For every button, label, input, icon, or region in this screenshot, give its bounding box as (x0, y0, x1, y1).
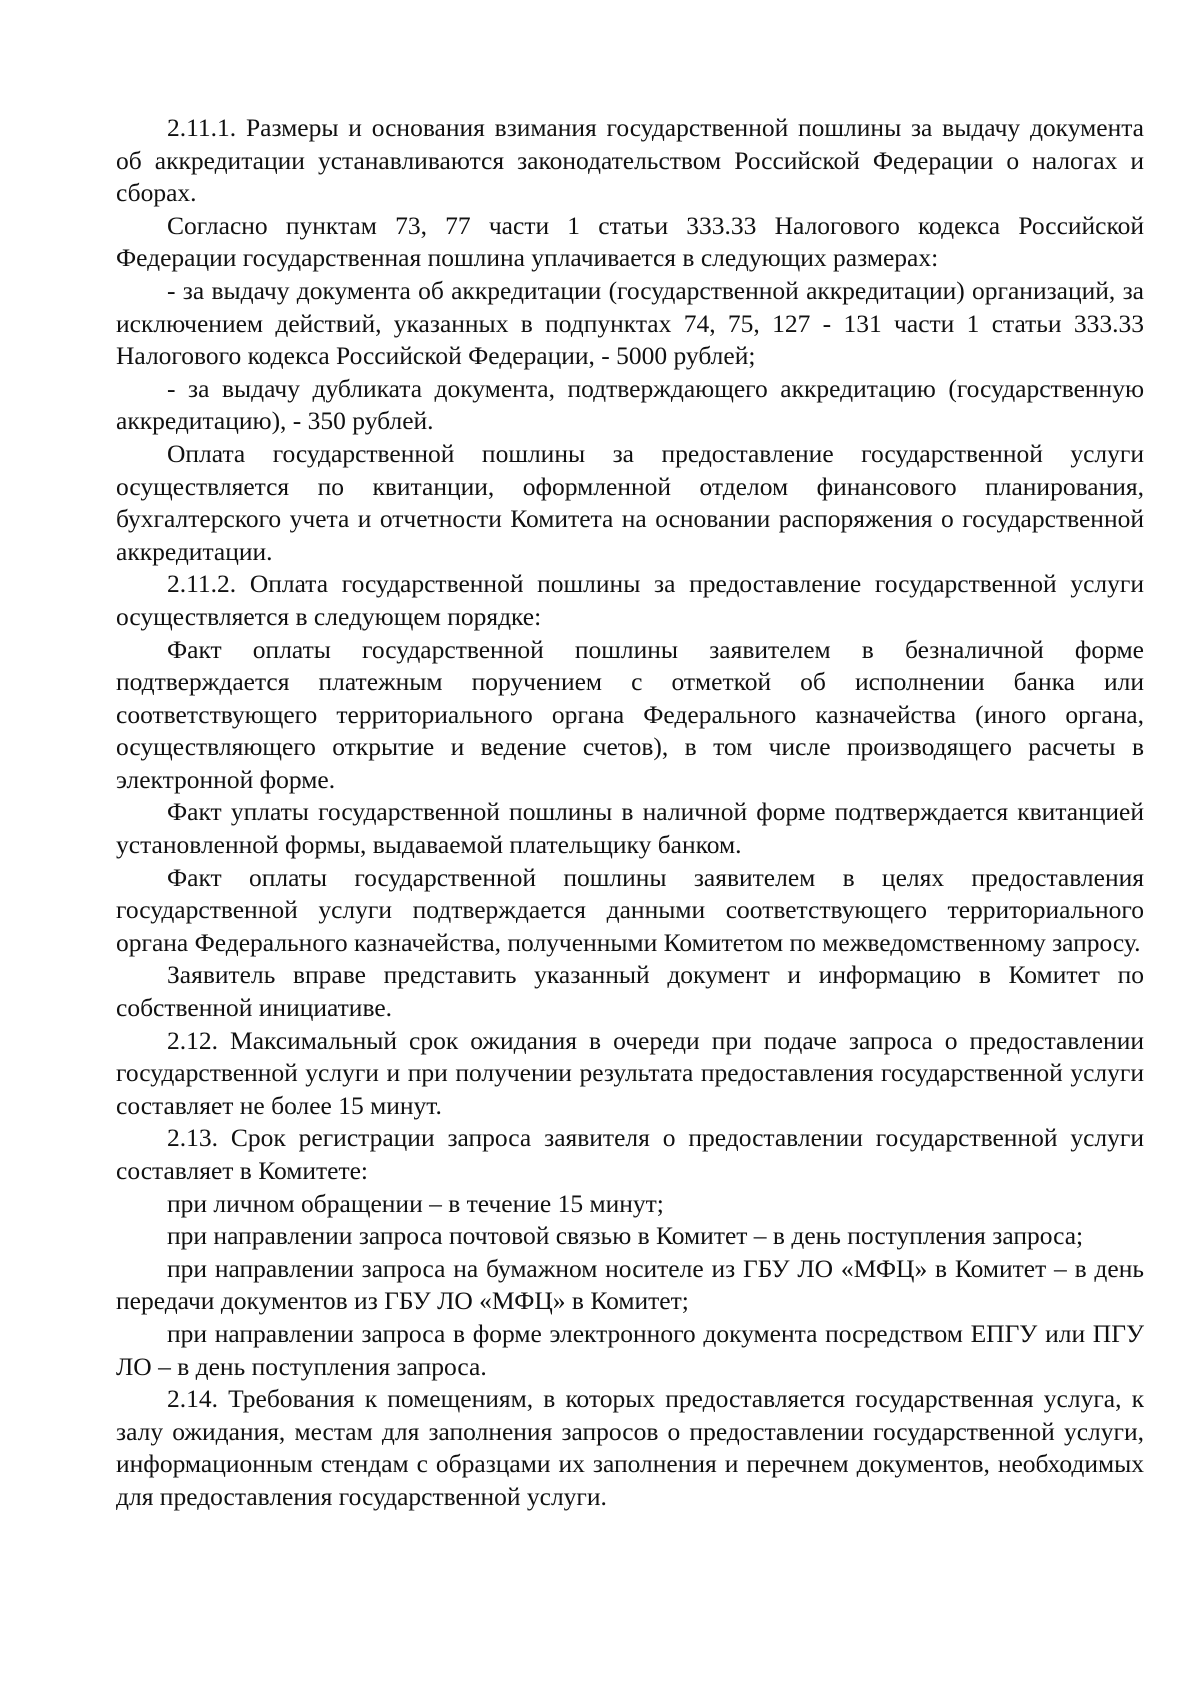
paragraph-2-13: 2.13. Срок регистрации запроса заявителя о предоставлении государственной услуги составляет в Комитете: (116, 1123, 1144, 1185)
paragraph-cashless-payment: Факт оплаты государственной пошлины заявителем в безналичной форме подтверждается платежным поручением с отметкой об исполнении банка или соответствующего территориального органа Федерального казначейства (иного органа, осуществляющего открытие и ведение счетов), в том числе производящего расчеты в электронной форме. (116, 634, 1144, 794)
paragraph-payment-receipt: Оплата государственной пошлины за предоставление государственной услуги осуществляется по квитанции, оформленной отделом финансового планирования, бухгалтерского учета и отчетности Комитета на основании распоряжения о государственной аккредитации. (116, 438, 1144, 566)
paragraph-personal-visit: при личном обращении – в течение 15 минут; (167, 1188, 664, 1218)
paragraph-applicant-initiative: Заявитель вправе представить указанный документ и информацию в Комитет по собственной инициативе. (116, 960, 1144, 1023)
paragraph-2-11-1: 2.11.1. Размеры и основания взимания государственной пошлины за выдачу документа об аккредитации устанавливаются законодательством Российской Федерации о налогах и сборах. (116, 113, 1144, 208)
paragraph-2-11-2: 2.11.2. Оплата государственной пошлины за предоставление государственной услуги осуществляется в следующем порядке: (116, 569, 1144, 631)
list-item-fee-document: - за выдачу документа об аккредитации (государственной аккредитации) организаций, за исключением действий, указанных в подпунктах 74, 75, 127 - 131 части 1 статьи 333.33 Налогового кодекса Российской Федерации, - 5000 рублей; (116, 275, 1144, 371)
paragraph-fee-sizes: Согласно пунктам 73, 77 части 1 статьи 333.33 Налогового кодекса Российской Федерации государственная пошлина уплачивается в следующих размерах: (116, 210, 1144, 273)
paragraph-paper-request-mfc: при направлении запроса на бумажном носителе из ГБУ ЛО «МФЦ» в Комитет – в день передачи документов из ГБУ ЛО «МФЦ» в Комитет; (116, 1253, 1144, 1316)
list-item-fee-duplicate: - за выдачу дубликата документа, подтверждающего аккредитацию (государственную аккредитацию), - 350 рублей. (116, 373, 1144, 436)
paragraph-2-12: 2.12. Максимальный срок ожидания в очереди при подаче запроса о предоставлении государственной услуги и при получении результата предоставления государственной услуги составляет не более 15 минут. (116, 1025, 1144, 1120)
paragraph-cash-payment: Факт уплаты государственной пошлины в наличной форме подтверждается квитанцией установленной формы, выдаваемой плательщику банком. (116, 797, 1144, 860)
paragraph-postal-request: при направлении запроса почтовой связью в Комитет – в день поступления запроса; (167, 1221, 1084, 1251)
paragraph-treasury-data: Факт оплаты государственной пошлины заявителем в целях предоставления государственной услуги подтверждается данными соответствующего территориального органа Федерального казначейства, полученными Комитетом по межведомственному запросу. (116, 862, 1144, 957)
document-body (116, 112, 1144, 1514)
paragraph-2-14: 2.14. Требования к помещениям, в которых предоставляется государственная услуга, к залу ожидания, местам для заполнения запросов о предоставлении государственной услуги, информационным стендам с образцами их заполнения и перечнем документов, необходимых для предоставления государственной услуги. (116, 1384, 1144, 1511)
paragraph-electronic-request: при направлении запроса в форме электронного документа посредством ЕПГУ или ПГУ ЛО – в день поступления запроса. (116, 1318, 1144, 1381)
